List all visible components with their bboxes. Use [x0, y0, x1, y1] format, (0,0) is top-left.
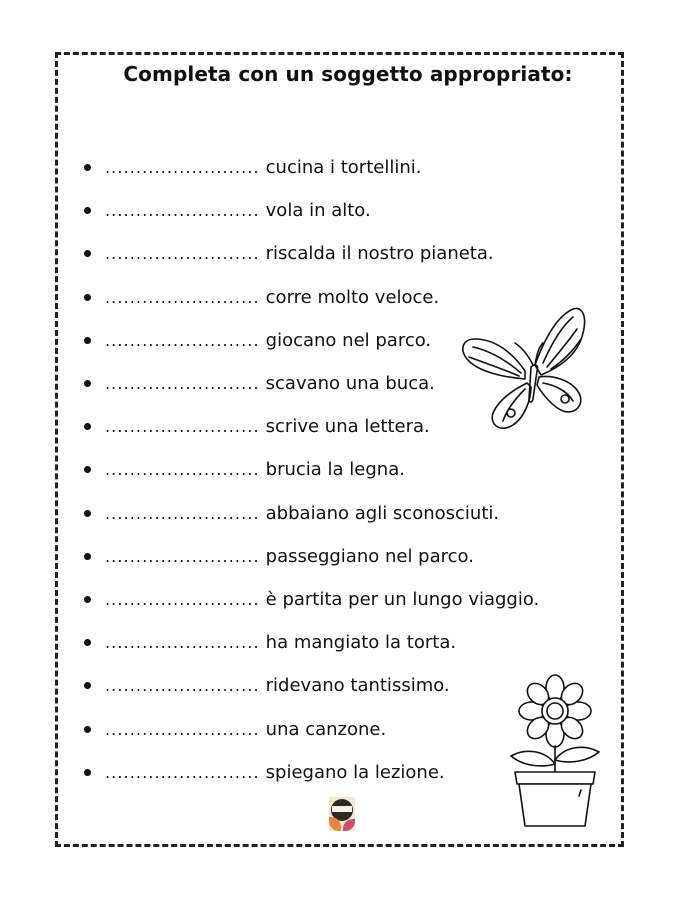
bullet-icon	[84, 726, 91, 733]
bullet-icon	[84, 207, 91, 214]
potted-flower-icon	[505, 672, 605, 832]
fill-in-blank: .........................	[105, 330, 260, 350]
sentence-text: brucia la legna.	[265, 459, 405, 481]
fill-in-blank: .........................	[105, 546, 260, 566]
list-item	[84, 535, 539, 578]
butterfly-icon	[455, 303, 595, 438]
sentence-text: scavano una buca.	[265, 373, 435, 395]
sentence-text: passeggiano nel parco.	[265, 545, 474, 567]
fill-in-blank: .........................	[105, 158, 260, 178]
bullet-icon	[84, 164, 91, 171]
fill-in-blank: .........................	[105, 460, 260, 480]
sentence-text: cucina i tortellini.	[265, 157, 422, 179]
sentence-text: ridevano tantissimo.	[265, 675, 450, 697]
bullet-icon	[84, 466, 91, 473]
bullet-icon	[84, 682, 91, 689]
fill-in-blank: .........................	[105, 676, 260, 696]
exercise-list	[84, 146, 539, 794]
logo-leaf	[343, 819, 355, 831]
fill-in-blank: .........................	[105, 287, 260, 307]
bullet-icon	[84, 250, 91, 257]
fill-in-blank: .........................	[105, 417, 260, 437]
bullet-icon	[84, 423, 91, 430]
list-item	[84, 448, 539, 491]
list-item	[84, 751, 539, 794]
bullet-icon	[84, 294, 91, 301]
list-item	[84, 664, 539, 707]
fill-in-blank: .........................	[105, 719, 260, 739]
list-item	[84, 492, 539, 535]
fill-in-blank: .........................	[105, 201, 260, 221]
bullet-icon	[84, 769, 91, 776]
sentence-text: una canzone.	[265, 718, 387, 740]
sentence-text: abbaiano agli sconosciuti.	[265, 502, 500, 524]
sentence-text: scrive una lettera.	[265, 416, 430, 438]
list-item	[84, 707, 539, 750]
fill-in-blank: .........................	[105, 589, 260, 609]
fill-in-blank: .........................	[105, 244, 260, 264]
bullet-icon	[84, 639, 91, 646]
bullet-icon	[84, 380, 91, 387]
sentence-text: spiegano la lezione.	[265, 761, 445, 783]
bullet-icon	[84, 553, 91, 560]
list-item	[84, 621, 539, 664]
fill-in-blank: .........................	[105, 762, 260, 782]
bullet-icon	[84, 337, 91, 344]
fill-in-blank: .........................	[105, 374, 260, 394]
sentence-text: corre molto veloce.	[265, 286, 440, 308]
publisher-logo-icon	[329, 797, 355, 831]
fill-in-blank: .........................	[105, 633, 260, 653]
bullet-icon	[84, 596, 91, 603]
fill-in-blank: .........................	[105, 503, 260, 523]
list-item	[84, 578, 539, 621]
sentence-text: ha mangiato la torta.	[265, 632, 457, 654]
sentence-text: vola in alto.	[265, 200, 371, 222]
logo-band	[332, 806, 352, 812]
list-item	[84, 146, 539, 189]
list-item	[84, 189, 539, 232]
sentence-text: giocano nel parco.	[265, 329, 432, 351]
sentence-text: è partita per un lungo viaggio.	[265, 588, 540, 610]
list-item	[84, 232, 539, 275]
bullet-icon	[84, 510, 91, 517]
sentence-text: riscalda il nostro pianeta.	[265, 243, 494, 265]
worksheet-title: Completa con un soggetto appropriato:	[123, 62, 573, 86]
